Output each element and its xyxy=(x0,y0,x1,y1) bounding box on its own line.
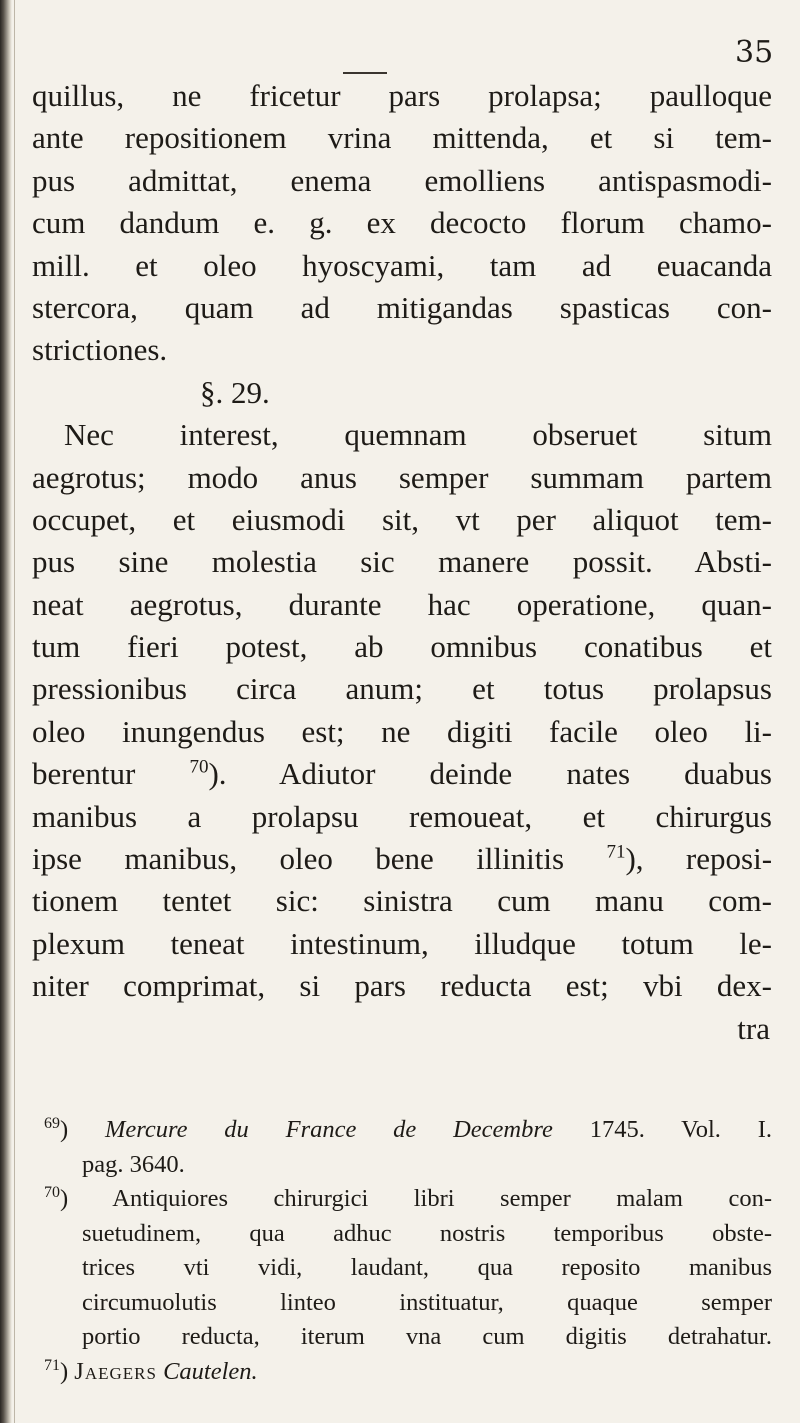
header-rule xyxy=(343,72,387,74)
text-span: ). Adiutor deinde nates duabus xyxy=(208,756,772,792)
text-line: plexum teneat intestinum, illudque totum le- xyxy=(32,925,772,961)
main-text xyxy=(32,75,772,1050)
section-heading: §. 29. xyxy=(200,374,270,410)
text-line xyxy=(32,753,772,795)
text-line: Nec interest, quemnam obseruet situm xyxy=(64,417,772,453)
footnote-text: 1745. Vol. I. xyxy=(589,1116,772,1143)
text-line: tionem tentet sic: sinistra cum manu com- xyxy=(32,883,772,919)
text-span: berentur xyxy=(32,756,136,792)
text-line: tum fieri potest, ab omnibus conatibus et xyxy=(32,629,772,665)
footnote-number: 69 xyxy=(44,1114,60,1132)
text-span: ipse manibus, oleo bene illinitis xyxy=(32,841,565,877)
text-line: pus admittat, enema emolliens antispasmodi- xyxy=(32,162,772,198)
text-line: cum dandum e. g. ex decocto florum chamo- xyxy=(32,205,772,241)
footnote-69: $^{69}$) Mercure du France de Decembre 1745. Vol. I. xyxy=(44,1114,772,1143)
footnote-70-cont: trices vti vidi, laudant, qua reposito manibus xyxy=(82,1254,772,1281)
text-line: oleo inungendus est; ne digiti facile oleo li- xyxy=(32,713,772,749)
binding-line xyxy=(14,0,15,1423)
text-line: quillus, ne fricetur pars prolapsa; paulloque xyxy=(32,78,772,113)
footnote-70-cont: suetudinem, qua adhuc nostris temporibus obste- xyxy=(82,1219,772,1247)
page-header xyxy=(0,18,800,58)
text-span: ), reposi- xyxy=(625,841,773,877)
footnotes xyxy=(44,1113,772,1389)
footnote-70-cont: circumuolutis linteo instituatur, quaque semper xyxy=(82,1288,772,1316)
catchword: tra xyxy=(737,1010,770,1046)
footnote-70-cont: portio reducta, iterum vna cum digitis detrahatur. xyxy=(82,1323,772,1350)
text-line: manibus a prolapsu remoueat, et chirurgus xyxy=(32,798,772,834)
text-line: pus sine molestia sic manere possit. Absti- xyxy=(32,544,772,580)
footnote-71: $^{71}$) Jaegers Cautelen. xyxy=(44,1356,258,1385)
text-line: niter comprimat, si pars reducta est; vbi dex- xyxy=(32,968,772,1004)
footnote-70: $^{70}$) Antiquiores chirurgici libri semper malam con- xyxy=(44,1183,772,1212)
text-line xyxy=(32,838,772,880)
text-line: occupet, et eiusmodi sit, vt per aliquot tem- xyxy=(32,501,772,537)
footnote-author: Jaegers xyxy=(74,1357,157,1385)
binding-edge xyxy=(0,0,12,1423)
text-line: pressionibus circa anum; et totus prolapsus xyxy=(32,671,772,707)
text-line: strictiones. xyxy=(32,332,168,368)
footnote-number: 71 xyxy=(44,1356,60,1374)
text-line: neat aegrotus, durante hac operatione, quan- xyxy=(32,586,772,622)
footnote-ref-70: 70 xyxy=(189,756,209,778)
footnote-69-cont: pag. 3640. xyxy=(82,1150,185,1178)
footnote-ref-71: 71 xyxy=(606,841,626,863)
text-line: ante repositionem vrina mittenda, et si tem- xyxy=(32,120,772,156)
footnote-title: Cautelen. xyxy=(163,1357,258,1385)
text-line: mill. et oleo hyoscyami, tam ad euacanda xyxy=(32,247,772,283)
footnote-number: 70 xyxy=(44,1183,60,1201)
footnote-text: Antiquiores chirurgici libri semper malam con- xyxy=(112,1185,772,1212)
page-number: 35 xyxy=(735,35,774,70)
text-line: stercora, quam ad mitigandas spasticas con- xyxy=(32,289,772,325)
text-line: aegrotus; modo anus semper summam partem xyxy=(32,459,772,495)
footnote-title: Mercure du France de Decembre xyxy=(104,1116,553,1143)
